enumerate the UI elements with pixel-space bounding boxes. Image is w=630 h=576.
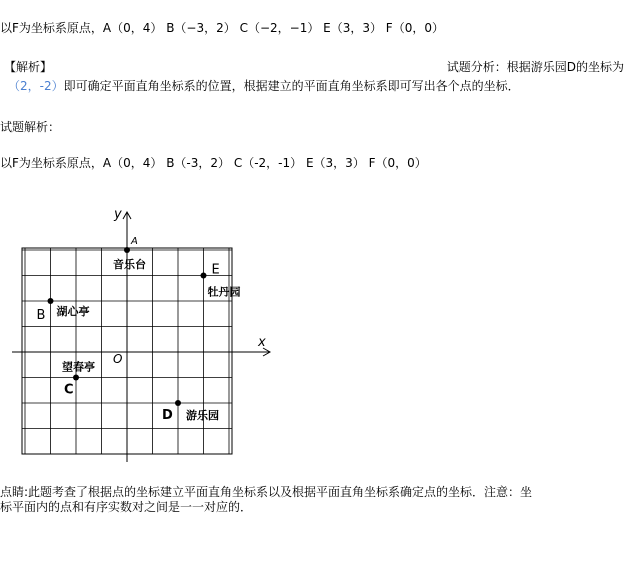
solution-label: 试题解析： xyxy=(0,120,61,134)
comment-line-1: 点睛:此题考查了根据点的坐标建立平面直角坐标系以及根据平面直角坐标系确定点的坐标．注意：坐 xyxy=(0,485,533,499)
point-e-name: 牡丹园 xyxy=(207,285,241,299)
point-a-letter: A xyxy=(131,236,138,247)
x-axis-label: x xyxy=(258,335,266,350)
coordinate-figure xyxy=(0,200,290,470)
point-d-letter: D xyxy=(162,408,173,423)
points xyxy=(37,236,241,423)
point-a-name: 音乐台 xyxy=(113,258,146,271)
origin-label: O xyxy=(113,352,123,366)
point-c-name: 望春亭 xyxy=(62,360,95,374)
analysis-coordinate: （2，-2） xyxy=(8,79,64,93)
point-d-dot xyxy=(175,400,181,406)
answer-line-top: 以F为坐标系原点，A（0，4） B（−3，2） C（−2，−1） E（3，3） F（0，0） xyxy=(0,21,444,35)
comment-line-2: 标平面内的点和有序实数对之间是一一对应的． xyxy=(0,500,253,514)
point-a-dot xyxy=(124,247,130,253)
point-c-letter: C xyxy=(64,382,74,398)
point-e-letter: E xyxy=(211,262,220,278)
point-b-letter: B xyxy=(36,308,46,323)
analysis-intro: 试题分析：根据游乐园D的坐标为 xyxy=(446,60,624,74)
analysis-continuation xyxy=(8,79,520,94)
y-axis-label: y xyxy=(114,207,122,222)
point-b-dot xyxy=(48,298,54,304)
point-d-name: 游乐园 xyxy=(186,409,219,422)
point-e-dot xyxy=(201,273,207,279)
analysis-continuation-text: 即可确定平面直角坐标系的位置，根据建立的平面直角坐标系即可写出各个点的坐标． xyxy=(63,79,520,93)
solution-answer-line: 以F为坐标系原点，A（0，4） B（-3，2） C（-2，-1） E（3，3） F（0，0） xyxy=(0,156,427,170)
analysis-label: 【解析】 xyxy=(4,60,53,74)
point-b-name: 湖心亭 xyxy=(56,305,90,318)
point-c-dot xyxy=(73,375,79,381)
